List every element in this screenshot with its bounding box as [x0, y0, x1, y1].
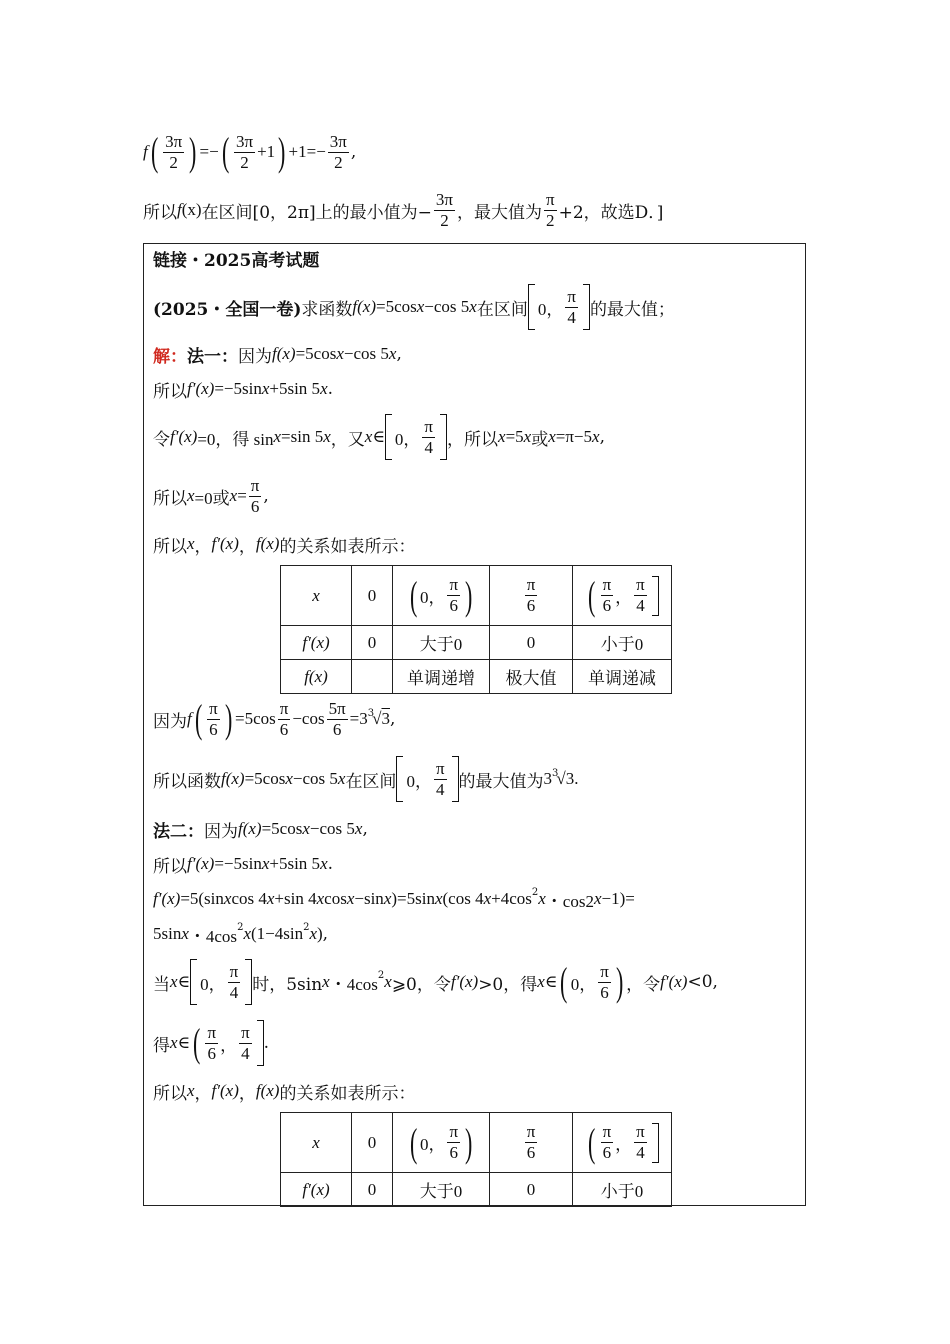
table1-intro: 所以 x ， f′(x) ， f(x) 的关系如表所示： [153, 534, 416, 557]
method1-line: 解： 法一： 因为 f(x) =5cos x −cos 5 x , [153, 342, 402, 366]
question-source: (2025・全国一卷) [153, 299, 302, 320]
derivative-line: 所以 f′(x) =−5sin x +5sin 5 x . [153, 379, 334, 402]
max-value-line: 所以函数 f(x) =5cos x −cos 5 x 在区间 0， $\frac{\pi}{4}$ 的最大值为 3 3 √ 3. [153, 755, 579, 803]
method2-line: 法二： 因为 f(x) =5cos x −cos 5 x , [153, 817, 368, 841]
interval-pi6-pi4: ( $\frac{\pi}{6}$ ， $\frac{\pi}{4}$ [573, 1113, 672, 1173]
table2-intro: 所以 x ， f′(x) ， f(x) 的关系如表所示： [153, 1081, 416, 1104]
prev-conclusion-line: 所以 f (x) 在区间[0，2π]上的最小值为− $\frac{3\pi}{2}$ ，最大值为 $\frac{\pi}{2}$ +2，故选D．] [143, 189, 664, 230]
fraction-3pi-over-2: $\frac{3\pi}{2}$ [435, 189, 453, 230]
fraction-3pi-over-2: $\frac{3\pi}{2}$ [236, 131, 254, 172]
roots-line: 所以 x =0或 x = $\frac{\pi}{6}$ , [153, 475, 269, 516]
derivative-line-2: 所以 f′(x) =−5sin x +5sin 5 x . [153, 854, 334, 877]
value-line: 因为 f ( $\frac{\pi}{6}$ ) =5cos $\frac{\pi}{6}$ −cos $\frac{5\pi}{6}$ =3 3 √ 3 , [153, 696, 396, 741]
monotonicity-table-2: x 0 ( 0， $\frac{\pi}{6}$ ) $\frac{\pi}{6}$ ( $\frac{\pi}{6}$ ， $\frac{\pi}{4}$ f′(x) 0 大于0 0 小于0 [280, 1112, 672, 1207]
interval-0-pi6: ( 0， $\frac{\pi}{6}$ ) [393, 1113, 490, 1173]
fraction-3pi-over-2: $\frac{3\pi}{2}$ [165, 131, 183, 172]
method2-label: 法二： [153, 821, 204, 842]
decrease-interval-line: 得 x ∈ ( $\frac{\pi}{6}$ ， $\frac{\pi}{4}$ . [153, 1020, 270, 1065]
prev-equation-line: f ( $\frac{3\pi}{2}$ ) =− ( $\frac{3\pi}{2}$ +1 ) +1=− $\frac{3\pi}{2}$ , [143, 129, 357, 174]
monotonicity-table-1: x 0 ( 0， $\frac{\pi}{6}$ ) $\frac{\pi}{6}$ ( $\frac{\pi}{6}$ ， $\frac{\pi}{4}$ f′(x) 0 大于0 0 小于0 f(x) 单调递增 极大值 单调递减 [280, 565, 672, 694]
solution-label: 解： [153, 346, 187, 367]
left-bracket [528, 284, 535, 330]
right-paren: ) [189, 129, 197, 174]
function-symbol: f [143, 142, 148, 161]
left-paren: ( [150, 129, 159, 174]
right-bracket [583, 284, 590, 330]
table-header-x: x [281, 1113, 352, 1173]
table-header-derivative: f′(x) [281, 1173, 352, 1207]
table-header-derivative: f′(x) [281, 626, 352, 660]
solve-line: 令 f′(x) =0，得 sin x =sin 5 x ，又 x ∈ 0， $\frac{\pi}{4}$ ，所以 x =5 x 或 x =π−5 x , [153, 413, 605, 461]
interval-pi6-pi4: ( $\frac{\pi}{6}$ ， $\frac{\pi}{4}$ [573, 566, 672, 626]
table-header-x: x [281, 566, 352, 626]
expansion-line-2: 5sin x ・4cos 2 x (1−4sin 2 x ) , [153, 921, 329, 946]
fraction-pi-over-4: $\frac{\pi}{4}$ [424, 416, 434, 457]
sign-analysis-line: 当 x ∈ 0， $\frac{\pi}{4}$ 时，5sin x ・4cos 2 x ⩾0，令 f′(x) >0，得 x ∈ ( 0， $\frac{\pi}{6}$ ) ，令 f′(x) <0, [153, 959, 718, 1004]
fraction-pi-over-2: $\frac{\pi}{2}$ [545, 189, 555, 230]
table-header-function: f(x) [281, 660, 352, 694]
expansion-line-1: f′(x) =5(sin x cos 4 x +sin 4 x cos x −sin x )=5sin x (cos 4 x +4cos 2 x ・cos2 x −1)= [153, 886, 635, 911]
point-pi6: $\frac{\pi}{6}$ [490, 1113, 573, 1173]
fraction-5pi-over-6: $\frac{5\pi}{6}$ [328, 698, 346, 739]
box-header: 链接・2025高考试题 [153, 250, 320, 271]
fraction-pi-over-4: $\frac{\pi}{4}$ [567, 286, 576, 327]
point-pi6: $\frac{\pi}{6}$ [490, 566, 573, 626]
fraction-pi-over-6: $\frac{\pi}{6}$ [250, 475, 260, 516]
fraction-3pi-over-2: $\frac{3\pi}{2}$ [329, 131, 347, 172]
method1-label: 法一： [187, 346, 238, 367]
interval-0-pi6: ( 0， $\frac{\pi}{6}$ ) [393, 566, 490, 626]
question-line: (2025・全国一卷) 求函数 f(x) =5cos x −cos 5 x 在区间 0， $\frac{\pi}{4}$ 的最大值； [153, 283, 675, 331]
